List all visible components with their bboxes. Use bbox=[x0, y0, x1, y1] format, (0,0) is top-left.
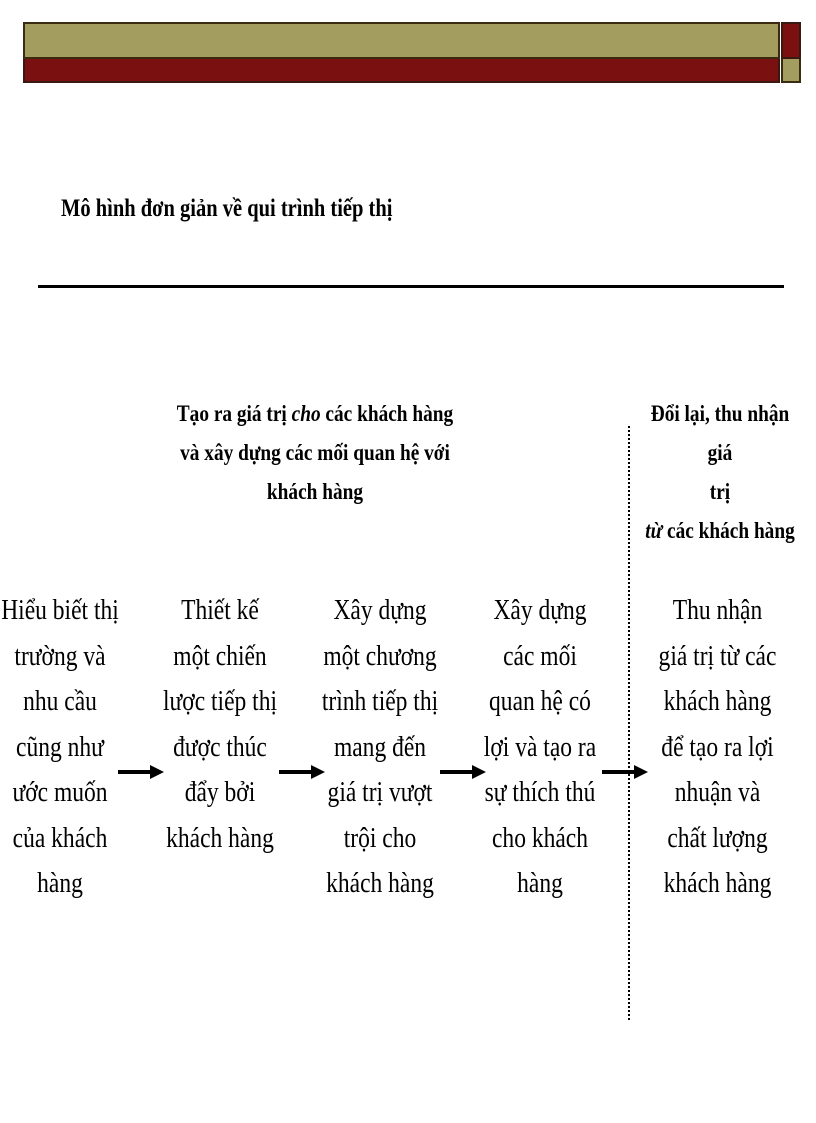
section-divider bbox=[628, 426, 630, 1020]
step-line: khách hàng bbox=[166, 822, 274, 854]
step-line: nhuận và bbox=[674, 777, 761, 808]
header-bar-olive bbox=[23, 22, 780, 59]
group-heading-capture-value bbox=[636, 394, 804, 550]
step-line: để tạo ra lợi bbox=[661, 731, 774, 763]
step-line: một chương bbox=[323, 640, 437, 672]
step-line: các mối bbox=[503, 640, 577, 672]
right-arrow-icon bbox=[440, 764, 486, 780]
step-line: lợi và tạo ra bbox=[483, 731, 597, 763]
right-arrow-icon bbox=[279, 764, 325, 780]
step-line: hàng bbox=[37, 868, 83, 899]
step-capture-value bbox=[657, 588, 779, 907]
step-line: ước muốn bbox=[12, 777, 108, 808]
step-line: khách hàng bbox=[663, 686, 772, 717]
group-capture-line-3: từ các khách hàng bbox=[645, 518, 795, 543]
header-square-maroon bbox=[781, 22, 801, 59]
step-line: lược tiếp thị bbox=[162, 686, 278, 717]
step-line: Thu nhận bbox=[672, 595, 763, 626]
step-line: nhu cầu bbox=[23, 686, 97, 717]
step-line: hàng bbox=[517, 868, 563, 899]
group-create-line-1: Tạo ra giá trị cho các khách hàng bbox=[176, 401, 454, 426]
step-understand-market bbox=[1, 588, 119, 907]
step-line: trội cho bbox=[343, 822, 417, 854]
step-line: Thiết kế bbox=[181, 595, 259, 626]
step-build-relationships bbox=[481, 588, 599, 907]
step-line: trình tiếp thị bbox=[321, 686, 439, 717]
right-arrow-icon bbox=[118, 764, 164, 780]
step-design-strategy bbox=[161, 588, 279, 861]
step-line: cho khách bbox=[491, 822, 588, 854]
right-arrow-icon bbox=[602, 764, 648, 780]
step-line: mang đến bbox=[333, 731, 427, 763]
step-line: cũng như bbox=[16, 731, 104, 763]
group-capture-line-2: trị bbox=[709, 479, 731, 504]
page-title: Mô hình đơn giản về qui trình tiếp thị bbox=[61, 195, 393, 222]
step-line: chất lượng bbox=[667, 822, 768, 854]
step-line: sự thích thú bbox=[484, 777, 596, 808]
step-line: trường và bbox=[14, 640, 106, 672]
step-line: được thúc bbox=[173, 731, 267, 763]
step-line: khách hàng bbox=[663, 868, 772, 899]
step-line: của khách bbox=[12, 822, 108, 854]
step-line: khách hàng bbox=[326, 868, 434, 899]
step-line: quan hệ có bbox=[489, 686, 591, 717]
step-line: giá trị từ các bbox=[658, 640, 777, 672]
step-line: Hiểu biết thị bbox=[1, 595, 119, 626]
title-underline bbox=[38, 285, 784, 288]
group-capture-line-1: Đổi lại, thu nhận giá bbox=[650, 401, 790, 465]
step-line: một chiến bbox=[173, 640, 267, 672]
step-line: Xây dựng bbox=[493, 595, 587, 626]
step-build-program bbox=[321, 588, 439, 907]
header-square-olive bbox=[781, 59, 801, 83]
header-bar-maroon bbox=[23, 59, 780, 83]
group-create-line-3: khách hàng bbox=[266, 479, 364, 504]
step-line: Xây dựng bbox=[333, 595, 427, 626]
group-create-line-2: và xây dựng các mối quan hệ với bbox=[180, 440, 450, 465]
group-heading-create-value bbox=[176, 394, 453, 511]
step-line: giá trị vượt bbox=[327, 777, 433, 808]
step-line: đẩy bởi bbox=[184, 777, 256, 808]
